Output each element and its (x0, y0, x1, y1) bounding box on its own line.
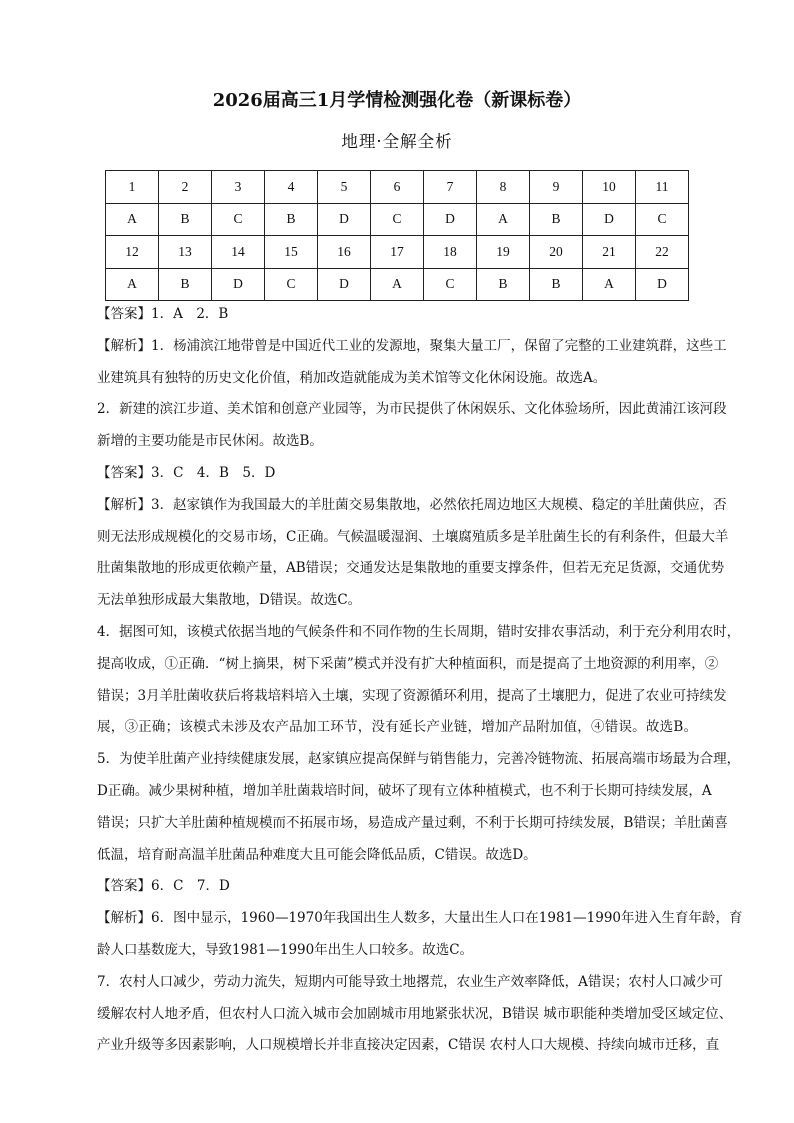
answer-cell: D (424, 203, 477, 236)
answer-cell: C (636, 203, 689, 236)
answer-cell: D (636, 268, 689, 301)
text-line: 展，③正确；该模式未涉及农产品加工环节，没有延长产业链，增加产品附加值，④错误。故选B。 (97, 719, 697, 736)
answer-cell: A (371, 268, 424, 301)
answer-cell: B (530, 203, 583, 236)
question-number-cell: 21 (583, 236, 636, 269)
answer-cell: D (583, 203, 636, 236)
question-number-cell: 4 (265, 171, 318, 204)
answer-cell: B (265, 203, 318, 236)
answer-cell: A (106, 203, 159, 236)
question-number-cell: 18 (424, 236, 477, 269)
question-number-cell: 14 (212, 236, 265, 269)
answer-cell: C (212, 203, 265, 236)
question-number-cell: 12 (106, 236, 159, 269)
text-line: 7．农村人口减少，劳动力流失，短期内可能导致土地撂荒，农业生产效率降低，A错误；农村人口减少可 (97, 973, 723, 990)
text-line: 4．据图可知，该模式依据当地的气候条件和不同作物的生长周期，错时安排农事活动，利于充分利用农时， (97, 623, 741, 640)
question-number-cell: 1 (106, 171, 159, 204)
answer-cell: B (477, 268, 530, 301)
answer-cell: D (318, 203, 371, 236)
question-number-cell: 19 (477, 236, 530, 269)
answer-row (106, 268, 689, 301)
text-line: 则无法形成规模化的交易市场，C正确。气候温暖湿润、土壤腐殖质多是羊肚菌生长的有利条件，但最大羊 (97, 528, 729, 545)
text-line: 肚菌集散地的形成更依赖产量，AB错误；交通发达是集散地的重要支撑条件，但若无充足货源，交通优势 (97, 560, 725, 577)
question-number-cell: 7 (424, 171, 477, 204)
text-line: 【答案】3．C 4．B 5．D (97, 464, 276, 481)
question-number-cell: 13 (159, 236, 212, 269)
text-line: 龄人口基数庞大，导致1981—1990年出生人口较多。故选C。 (97, 941, 474, 958)
text-line: 【答案】6．C 7．D (97, 878, 230, 895)
text-line: 低温，培育耐高温羊肚菌品种难度大且可能会降低品质，C错误。故选D。 (97, 846, 537, 863)
question-number-cell: 15 (265, 236, 318, 269)
question-number-cell: 3 (212, 171, 265, 204)
page-subtitle: 地理·全解全析 (341, 132, 453, 151)
text-line: 业建筑具有独特的历史文化价值，稍加改造就能成为美术馆等文化休闲设施。故选A。 (97, 369, 607, 386)
question-number-cell: 5 (318, 171, 371, 204)
answer-cell: B (530, 268, 583, 301)
question-number-cell: 10 (583, 171, 636, 204)
analysis-text (97, 299, 743, 1062)
page-title: 2026届高三1月学情检测强化卷（新课标卷） (212, 90, 582, 111)
question-number-cell: 22 (636, 236, 689, 269)
question-number-cell: 6 (371, 171, 424, 204)
text-line: 无法单独形成最大集散地，D错误。故选C。 (97, 592, 362, 609)
question-number-cell: 17 (371, 236, 424, 269)
answer-cell: B (159, 203, 212, 236)
text-line: 错误；只扩大羊肚菌种植规模而不拓展市场，易造成产量过剩，不利于长期可持续发展，B错误；羊肚菌喜 (97, 814, 728, 831)
question-number-row (106, 236, 689, 269)
question-number-cell: 20 (530, 236, 583, 269)
question-number-cell: 2 (159, 171, 212, 204)
text-line: 提高收成，①正确．“树上摘果，树下采菌”模式并没有扩大种植面积，而是提高了土地资源的利用率，② (97, 655, 719, 672)
text-line: 【解析】1．杨浦滨江地带曾是中国近代工业的发源地，聚集大量工厂，保留了完整的工业建筑群，这些工 (97, 337, 727, 354)
text-line: 错误；3月羊肚菌收获后将栽培料培入土壤，实现了资源循环利用，提高了土壤肥力，促进了农业可持续发 (97, 687, 727, 704)
answer-table (105, 170, 689, 301)
answer-cell: C (424, 268, 477, 301)
question-number-cell: 11 (636, 171, 689, 204)
question-number-cell: 9 (530, 171, 583, 204)
text-line: 5．为使羊肚菌产业持续健康发展，赵家镇应提高保鲜与销售能力，完善冷链物流、拓展高端市场最为合理， (97, 751, 741, 768)
text-line: 缓解农村人地矛盾，但农村人口流入城市会加剧城市用地紧张状况，B错误 城市职能种类增加受区域定位、 (97, 1005, 733, 1022)
question-number-cell: 8 (477, 171, 530, 204)
answer-cell: B (159, 268, 212, 301)
answer-cell: A (477, 203, 530, 236)
question-number-row (106, 171, 689, 204)
answer-cell: C (371, 203, 424, 236)
answer-cell: A (106, 268, 159, 301)
text-line: 2．新建的滨江步道、美术馆和创意产业园等，为市民提供了休闲娱乐、文化体验场所，因此黄浦江该河段 (97, 401, 727, 418)
answer-cell: D (212, 268, 265, 301)
text-line: 新增的主要功能是市民休闲。故选B。 (97, 433, 323, 450)
answer-cell: C (265, 268, 318, 301)
text-line: 【答案】1．A 2．B (97, 306, 229, 322)
text-line: 产业升级等多因素影响，人口规模增长并非直接决定因素，C错误 农村人口大规模、持续向城市迁移，直 (97, 1037, 720, 1054)
question-number-cell: 16 (318, 236, 371, 269)
answer-cell: D (318, 268, 371, 301)
answer-row (106, 203, 689, 236)
answer-cell: A (583, 268, 636, 301)
text-line: 【解析】3．赵家镇作为我国最大的羊肚菌交易集散地，必然依托周边地区大规模、稳定的羊肚菌供应，否 (97, 496, 727, 513)
text-line: 【解析】6．图中显示，1960—1970年我国出生人数多，大量出生人口在1981—1990年进入生育年龄，育 (97, 910, 743, 927)
text-line: D正确。减少果树种植，增加羊肚菌栽培时间，破坏了现有立体种植模式，也不利于长期可持续发展，A (97, 782, 712, 799)
